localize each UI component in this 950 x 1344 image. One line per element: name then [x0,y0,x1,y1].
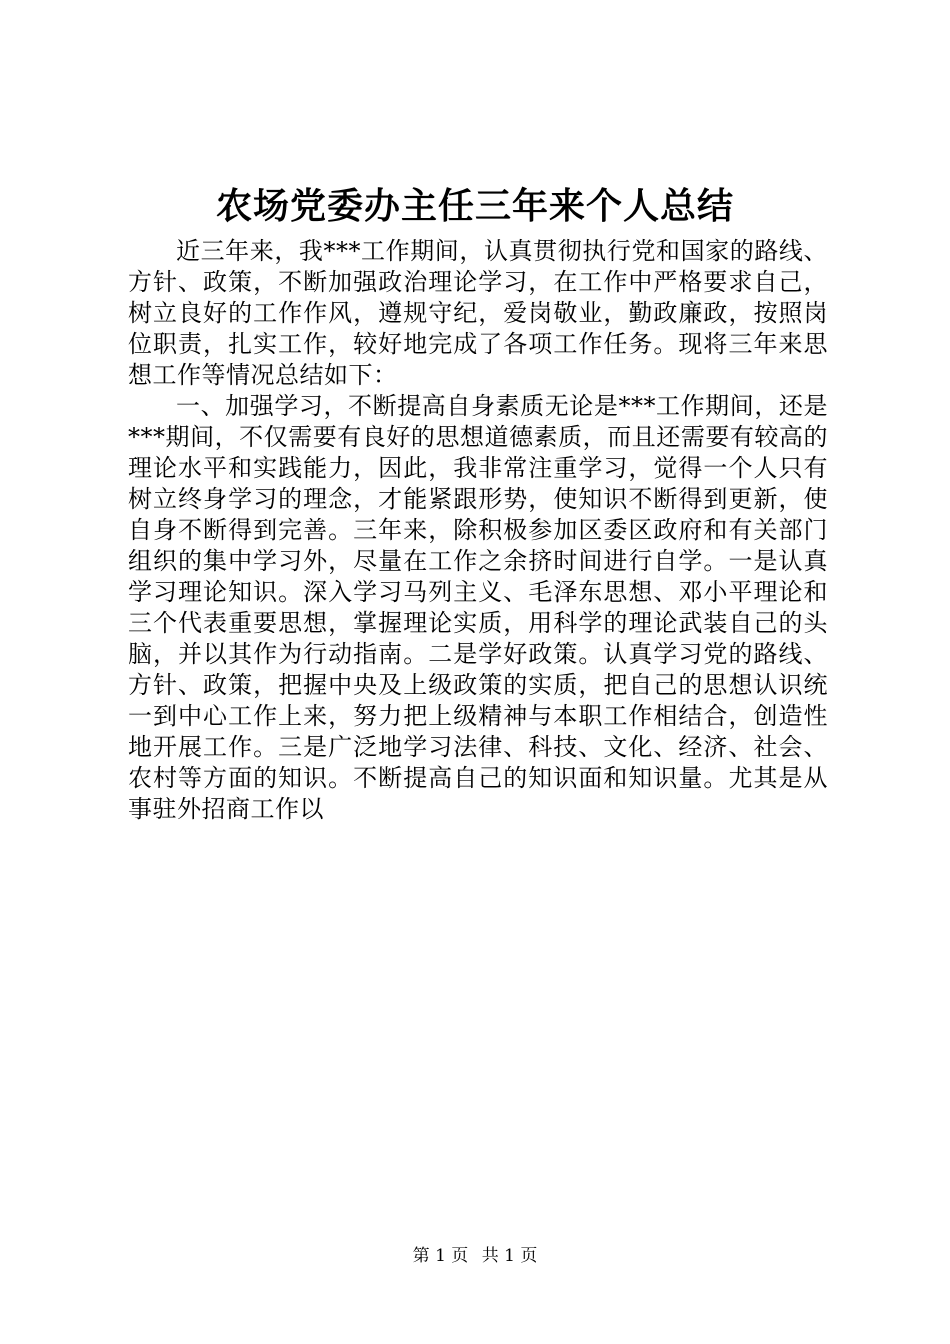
page-number: 第 1 页 [412,1246,469,1266]
section-one-paragraph: 一、加强学习，不断提高自身素质无论是***工作期间，还是***期间，不仅需要有良好的思想道德素质，而且还需要有较高的理论水平和实践能力，因此，我非常注重学习，觉得一个人只有树立终身学习的理念，才能紧跟形势，使知识不断得到更新，使自身不断得到完善。三年来，除积极参加区委区政府和有关部门组织的集中学习外，尽量在工作之余挤时间进行自学。一是认真学习理论知识。深入学习马列主义、毛泽东思想、邓小平理论和三个代表重要思想，掌握理论实质，用科学的理论武装自己的头脑，并以其作为行动指南。二是学好政策。认真学习党的路线、方针、政策，把握中央及上级政策的实质，把自己的思想认识统一到中心工作上来，努力把上级精神与本职工作相结合，创造性地开展工作。三是广泛地学习法律、科技、文化、经济、社会、农村等方面的知识。不断提高自己的知识面和知识量。尤其是从事驻外招商工作以 [128,392,828,823]
page-total: 共 1 页 [481,1246,538,1266]
document-title: 农场党委办主任三年来个人总结 [215,185,734,227]
document-body [128,236,828,825]
page-footer [0,1244,950,1268]
intro-paragraph: 近三年来，我***工作期间，认真贯彻执行党和国家的路线、方针、政策，不断加强政治理论学习，在工作中严格要求自己，树立良好的工作作风，遵规守纪，爱岗敬业，勤政廉政，按照岗位职责，扎实工作，较好地完成了各项工作任务。现将三年来思想工作等情况总结如下： [128,237,828,389]
